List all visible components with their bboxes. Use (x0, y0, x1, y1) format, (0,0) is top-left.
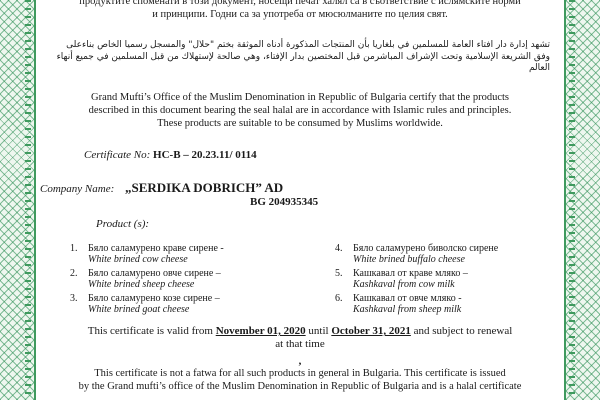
product-name-en: White brined buffalo cheese (353, 254, 465, 265)
product-name-bg: Бяло саламурено биволско сирене (353, 243, 499, 254)
products-heading: Product (s): (96, 218, 150, 230)
bulgarian-intro (40, 0, 560, 22)
left-ornamental-border (0, 0, 36, 400)
product-item (335, 293, 555, 317)
general-mark: , (298, 355, 302, 367)
product-item (335, 243, 555, 267)
company-line (40, 180, 283, 196)
product-name-bg: Бяло саламурено овче сирене – (88, 268, 221, 279)
company-registration-number: BG 204935345 (250, 196, 319, 208)
product-number: 4. (335, 243, 343, 254)
bulgarian-line-1: продуктите споменати в този документ, носещи печат халял са в съответствие с ислямските норми (79, 0, 521, 7)
product-number: 1. (70, 243, 78, 254)
certificate-number: HC-B – 20.23.11/ 0114 (153, 149, 257, 161)
validity-prefix: This certificate is valid from (87, 325, 213, 337)
arabic-intro (50, 40, 550, 75)
product-name-en: White brined cow cheese (88, 254, 188, 265)
product-name-en: White brined sheep cheese (88, 279, 195, 290)
english-line-2: described in this document bearing the seal halal are in accordance with Islamic rules and principles. (88, 104, 512, 116)
product-item (70, 243, 300, 267)
validity-statement (40, 325, 560, 352)
product-number: 2. (70, 268, 78, 279)
product-number: 5. (335, 268, 343, 279)
product-item (335, 268, 555, 292)
product-number: 3. (70, 293, 78, 304)
fatwa-disclaimer (40, 367, 560, 393)
arabic-line-2: وفق الشريعة الإسلامية وتحت الإشراف المباشرمن قبل المختصين بدار الإفتاء، وهي صالحة لإستهلاك من قبل المسلمين في جميع أنهاء (56, 51, 550, 62)
english-intro (40, 92, 560, 130)
certificate-label: Certificate No: (84, 149, 151, 161)
arabic-line-3: العالم (528, 63, 550, 74)
valid-to-date: October 31, 2021 (331, 325, 411, 337)
validity-line-2: at that time (275, 338, 325, 351)
company-label: Company Name: (40, 183, 115, 195)
english-line-1: Grand Mufti’s Office of the Muslim Denomination in Republic of Bulgaria certify that the products (91, 92, 509, 103)
fatwa-line-1: This certificate is not a fatwa for all such products in general in Bulgaria. This certificate is issued (94, 368, 506, 379)
product-name-bg: Кашкавал от овче мляко - (353, 293, 462, 304)
english-line-3: These products are suitable to be consumed by Muslims worldwide. (157, 117, 443, 129)
bulgarian-line-2: и принципи. Годни са за употреба от мюсюлманите по целия свят. (152, 8, 448, 20)
validity-suffix: and subject to renewal (413, 325, 513, 337)
company-name: „SERDIKA DOBRICH” AD (125, 180, 284, 195)
valid-from-date: November 01, 2020 (215, 325, 306, 337)
certificate-number-line (84, 149, 257, 162)
product-item (70, 268, 300, 292)
product-name-bg: Бяло саламурено козе сирене – (88, 293, 220, 304)
fatwa-line-2: by the Grand mufti’s office of the Muslim Denomination in Republic of Bulgaria and is a halal certificate (78, 381, 522, 393)
product-item (70, 293, 300, 317)
certificate-document (40, 0, 560, 400)
product-name-en: Kashkaval from cow milk (353, 279, 455, 290)
validity-until: until (308, 325, 329, 337)
product-name-bg: Бяло саламурено краве сирене - (88, 243, 224, 254)
product-name-en: Kashkaval from sheep milk (353, 304, 462, 315)
arabic-line-1: تشهد إدارة دار افتاء العامة للمسلمين في بلغاريا بأن المنتجات المذكورة أدناه الموثقة بختم "حلال" والمسجل رسميا الخاص بناءعلى (66, 40, 550, 50)
product-name-bg: Кашкавал от краве мляко – (353, 268, 468, 279)
right-ornamental-border (564, 0, 600, 400)
product-number: 6. (335, 293, 343, 304)
product-name-en: White brined goat cheese (88, 304, 190, 315)
